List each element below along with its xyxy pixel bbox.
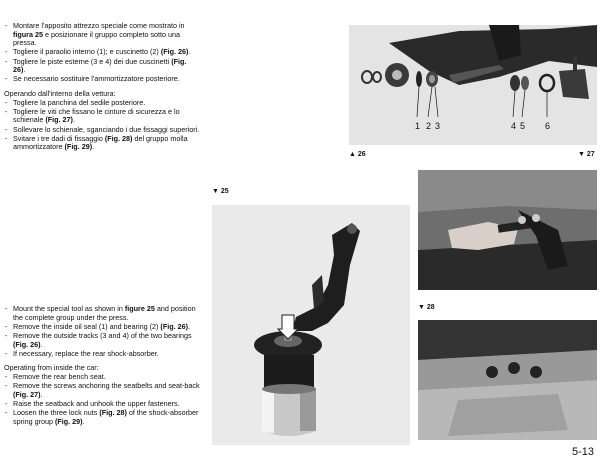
list-item: - Sollevare lo schienale, sganciando i due fissaggi superiori. <box>4 126 200 135</box>
italian-intro: Operando dall'interno della vettura: <box>4 88 116 98</box>
list-item: - Montare l'apposito attrezzo speciale come mostrato in figura 25 e posizionare il gruppo completo sotto una pressa. <box>4 22 200 48</box>
shock-absorber-nuts-image <box>418 320 597 440</box>
list-item: - Togliere la panchina del sedile posteriore. <box>4 99 200 108</box>
list-item: - Togliere il paraolio interno (1); e cuscinetto (2) (Fig. 26). <box>4 48 200 57</box>
list-item: - Remove the rear bench seat. <box>4 373 200 382</box>
figure-27-label: ▼ 27 <box>578 151 595 158</box>
figure-27-photo <box>418 170 597 290</box>
list-item: - Remove the screws anchoring the seatbelts and seat-back (Fig. 27). <box>4 382 200 399</box>
list-item: - Svitare i tre dadi di fissaggio (Fig. 28) del gruppo molla ammortizzatore (Fig. 29). <box>4 135 200 152</box>
callout-2: 2 <box>426 121 432 131</box>
callout-4: 4 <box>511 121 517 131</box>
figure-25-label: ▼ 25 <box>212 188 229 195</box>
list-item: - Loosen the three lock nuts (Fig. 28) of the shock-absorber spring group (Fig. 29). <box>4 409 200 426</box>
list-item: - Remove the outside tracks (3 and 4) of the two bearings (Fig. 26). <box>4 332 200 349</box>
callout-6: 6 <box>545 121 551 131</box>
page-number: 5-13 <box>572 446 595 458</box>
italian-steps-a <box>4 22 200 84</box>
italian-text <box>4 22 200 152</box>
italian-steps-b <box>4 99 200 152</box>
list-item: - Raise the seatback and unhook the upper fasteners. <box>4 400 200 409</box>
english-steps-a <box>4 305 200 358</box>
figure-26-label: ▲ 26 <box>349 151 366 158</box>
callout-5: 5 <box>520 121 526 131</box>
english-intro: Operating from inside the car: <box>4 363 99 373</box>
seatbelt-removal-image <box>418 170 597 290</box>
figure-25-photo <box>212 205 410 445</box>
figure-28-photo <box>418 320 597 440</box>
english-text <box>4 305 200 427</box>
callout-1: 1 <box>415 121 421 131</box>
figure-26-27-photo <box>349 25 597 145</box>
exploded-parts-image <box>349 25 597 145</box>
callout-3: 3 <box>435 121 441 131</box>
english-steps-b <box>4 373 200 426</box>
figure-28-label: ▼ 28 <box>418 304 435 311</box>
list-item: - Togliere le viti che fissano le cinture di sicurezza e lo schienale (Fig. 27). <box>4 108 200 125</box>
press-tool-image <box>212 205 410 445</box>
list-item: - Remove the inside oil seal (1) and bearing (2) (Fig. 26). <box>4 323 200 332</box>
list-item: - Se necessario sostituire l'ammortizzatore posteriore. <box>4 75 200 84</box>
list-item: - Mount the special tool as shown in figure 25 and position the complete group under the press. <box>4 305 200 322</box>
list-item: - Togliere le piste esterne (3 e 4) dei due cuscinetti (Fig. 26). <box>4 58 200 75</box>
list-item: - If necessary, replace the rear shock-absorber. <box>4 350 200 359</box>
